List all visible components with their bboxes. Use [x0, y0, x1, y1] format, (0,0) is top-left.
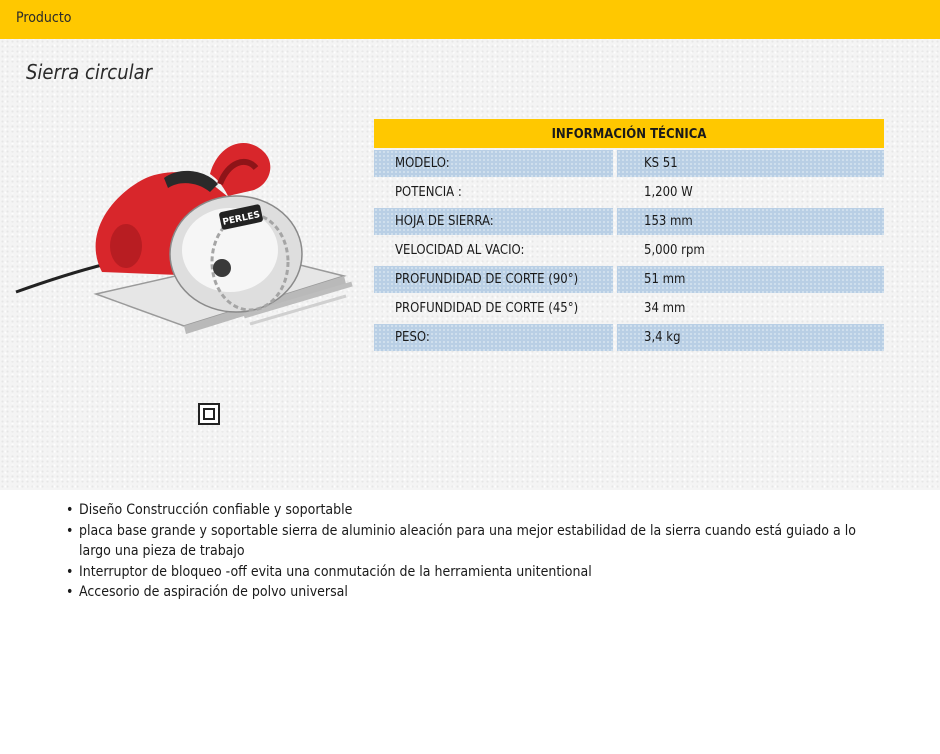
spec-table: [374, 119, 884, 351]
feature-item: • placa base grande y soportable sierra de aluminio aleación para una mejor estabilidad de la sierra cuando está guiado a lo largo una pieza de trabajo: [66, 521, 866, 562]
spec-label: PESO:: [374, 324, 613, 351]
feature-item: • Interruptor de bloqueo -off evita una conmutación de la herramienta unitentional: [66, 562, 866, 583]
spec-value: 1,200 W: [644, 185, 693, 200]
spec-value: 51 mm: [617, 266, 884, 293]
spec-row: [374, 235, 884, 264]
spec-row: [374, 206, 884, 235]
spec-row: [374, 177, 884, 206]
feature-item: • Diseño Construcción confiable y soportable: [66, 500, 866, 521]
spec-label: POTENCIA :: [395, 185, 462, 200]
feature-list: [66, 500, 866, 603]
spec-label: HOJA DE SIERRA:: [374, 208, 613, 235]
spec-row: [374, 264, 884, 293]
spec-table-title: INFORMACIÓN TÉCNICA: [374, 119, 884, 148]
section-title: Producto: [16, 10, 72, 26]
feature-item: • Accesorio de aspiración de polvo universal: [66, 582, 866, 603]
page-title: Sierra circular: [26, 60, 153, 84]
spec-value: 34 mm: [644, 301, 686, 316]
spec-value: 153 mm: [617, 208, 884, 235]
spec-label: PROFUNDIDAD DE CORTE (90°): [374, 266, 613, 293]
spec-label: VELOCIDAD AL VACIO:: [395, 243, 525, 258]
spec-value: 5,000 rpm: [644, 243, 705, 258]
top-bar: [0, 0, 940, 39]
circular-saw-image: [14, 126, 359, 346]
spec-row: [374, 322, 884, 351]
spec-value: KS 51: [617, 150, 884, 177]
spec-label: MODELO:: [374, 150, 613, 177]
spec-label: PROFUNDIDAD DE CORTE (45°): [395, 301, 579, 316]
svg-text:PERLES: PERLES: [221, 210, 262, 228]
spec-row: [374, 293, 884, 322]
spec-row: [374, 148, 884, 177]
double-insulation-icon: [198, 403, 220, 425]
spec-value: 3,4 kg: [617, 324, 884, 351]
